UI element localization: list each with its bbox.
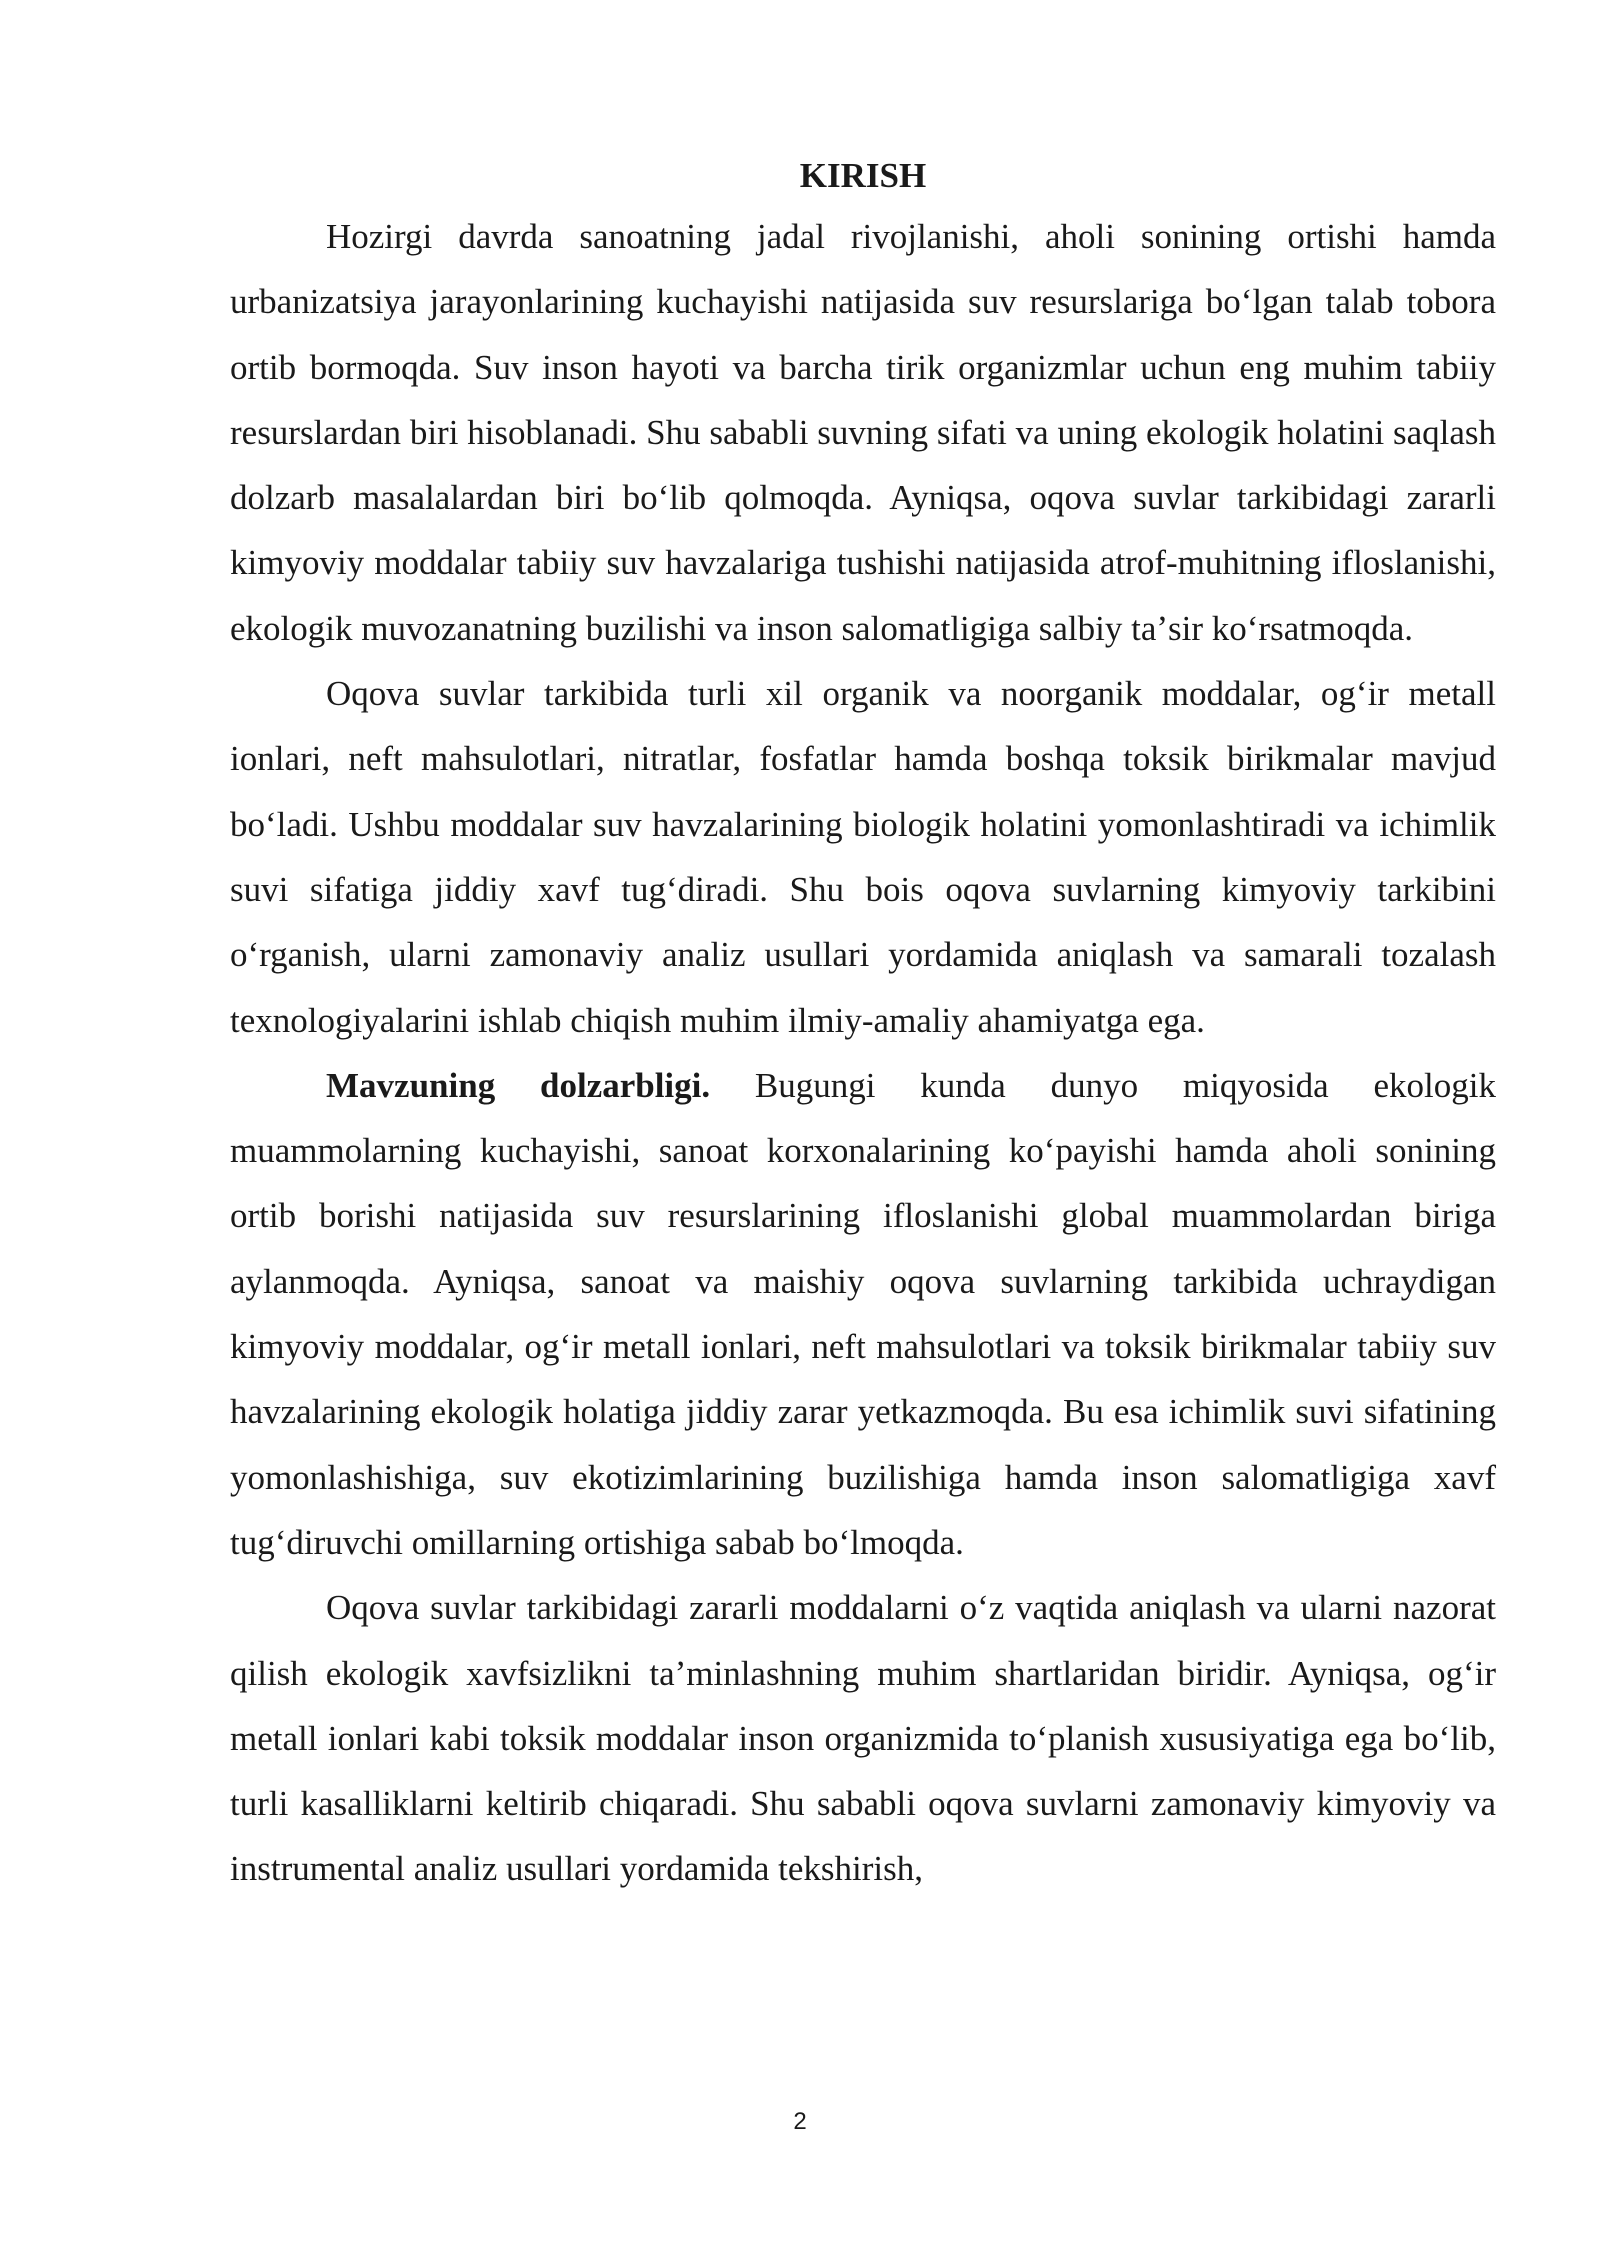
page-number: 2 [793, 2108, 807, 2135]
paragraph-text: Hozirgi davrda sanoatning jadal rivojlanishi, aholi sonining ortishi hamda urbanizatsiya jarayonlarining kuchayishi natijasida suv resurslariga boʻlgan talab tobora ortib bormoqda. Suv inson hayoti va barcha tirik organizmlar uchun eng muhim tabiiy resurslardan biri hisoblanadi. Shu sababli suvning sifati va uning ekologik holatini saqlash dolzarb masalalardan biri boʻlib qolmoqda. Ayniqsa, oqova suvlar tarkibidagi zararli kimyoviy moddalar tabiiy suv havzalariga tushishi natijasida atrof-muhitning ifloslanishi, ekologik muvozanatning buzilishi va inson salomatligiga salbiy taʼsir koʻrsatmoqda. [230, 217, 1496, 648]
paragraph-2 [230, 661, 1496, 1053]
paragraph-lead-heading: Mavzuning dolzarbligi. [326, 1065, 711, 1105]
page-content [230, 148, 1496, 1902]
paragraph-text: Bugungi kunda dunyo miqyosida ekologik muammolarning kuchayishi, sanoat korxonalarining koʻpayishi hamda aholi sonining ortib borishi natijasida suv resurslarining ifloslanishi global muammolardan biriga aylanmoqda. Ayniqsa, sanoat va maishiy oqova suvlarning tarkibida uchraydigan kimyoviy moddalar, ogʻir metall ionlari, neft mahsulotlari va toksik birikmalar tabiiy suv havzalarining ekologik holatiga jiddiy zarar yetkazmoqda. Bu esa ichimlik suvi sifatining yomonlashishiga, suv ekotizimlarining buzilishiga hamda inson salomatligiga xavf tugʻdiruvchi omillarning ortishiga sabab boʻlmoqda. [230, 1065, 1496, 1562]
paragraph-text: Oqova suvlar tarkibidagi zararli moddalarni oʻz vaqtida aniqlash va ularni nazorat qilish ekologik xavfsizlikni taʼminlashning muhim shartlaridan biridir. Ayniqsa, ogʻir metall ionlari kabi toksik moddalar inson organizmida toʻplanish xususiyatiga ega boʻlib, turli kasalliklarni keltirib chiqaradi. Shu sababli oqova suvlarni zamonaviy kimyoviy va instrumental analiz usullari yordamida tekshirish, [230, 1588, 1496, 1889]
paragraph-text: Oqova suvlar tarkibida turli xil organik va noorganik moddalar, ogʻir metall ionlari, neft mahsulotlari, nitratlar, fosfatlar hamda boshqa toksik birikmalar mavjud boʻladi. Ushbu moddalar suv havzalarining biologik holatini yomonlashtiradi va ichimlik suvi sifatiga jiddiy xavf tugʻdiradi. Shu bois oqova suvlarning kimyoviy tarkibini oʻrganish, ularni zamonaviy analiz usullari yordamida aniqlash va samarali tozalash texnologiyalarini ishlab chiqish muhim ilmiy-amaliy ahamiyatga ega. [230, 674, 1496, 1040]
paragraph-3 [230, 1053, 1496, 1575]
paragraph-4 [230, 1575, 1496, 1901]
paragraph-1 [230, 204, 1496, 661]
section-title: KIRISH [799, 156, 927, 195]
